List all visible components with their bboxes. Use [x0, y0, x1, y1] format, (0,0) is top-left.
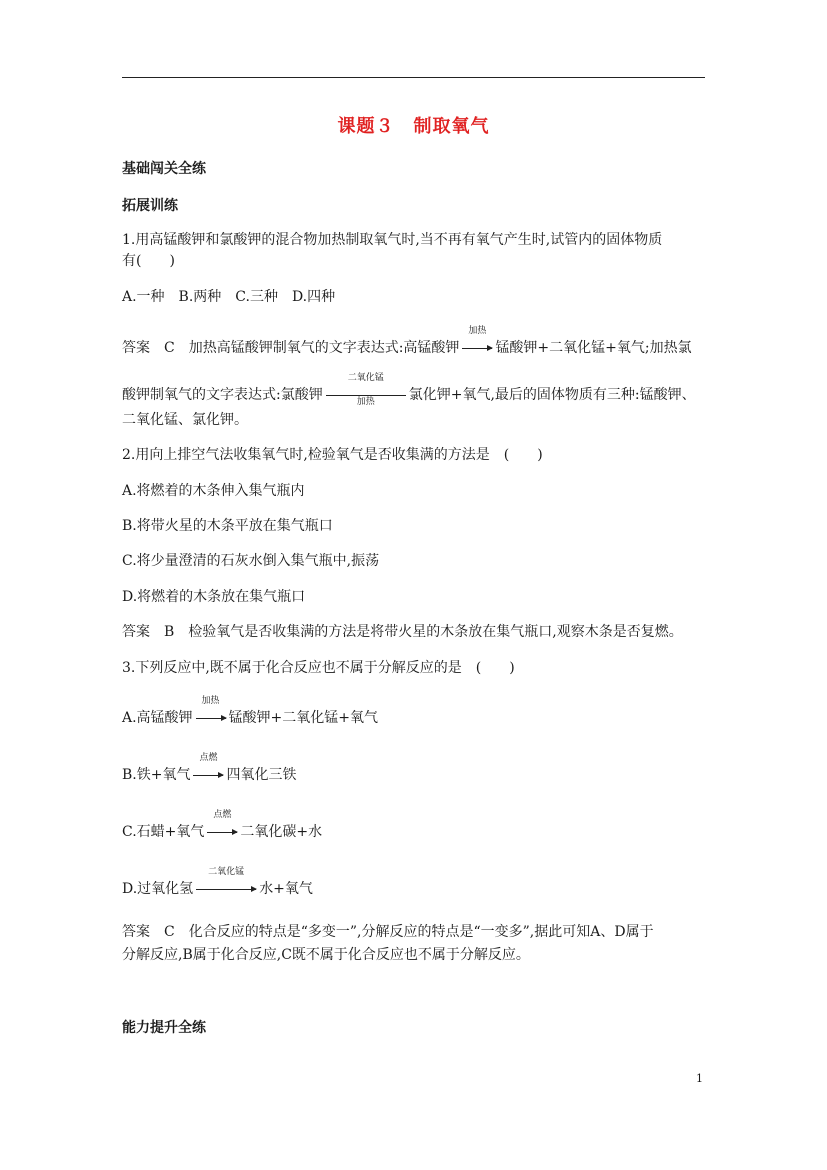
q1-stem-line1: 1.用高锰酸钾和氯酸钾的混合物加热制取氧气时,当不再有氧气产生时,试管内的固体物质	[122, 232, 663, 248]
q3-option-c	[122, 810, 323, 842]
answer-label: 答案	[122, 924, 150, 940]
reactant: C.石蜡+氧气	[122, 824, 205, 840]
q3-stem: 3.下列反应中,既不属于化合反应也不属于分解反应的是 ( )	[122, 660, 515, 676]
page-number: 1	[696, 1072, 703, 1085]
q2-option-a: A.将燃着的木条伸入集气瓶内	[122, 483, 305, 499]
q3-option-a	[122, 696, 379, 728]
q1-answer-line2	[122, 373, 696, 407]
q2-option-d: D.将燃着的木条放在集气瓶口	[122, 589, 306, 605]
q2-option-b: B.将带火星的木条平放在集气瓶口	[122, 518, 333, 534]
q2-option-c: C.将少量澄清的石灰水倒入集气瓶中,振荡	[122, 553, 380, 569]
q1-stem-line2: 有( )	[122, 253, 175, 269]
reaction-arrow	[193, 753, 223, 785]
q1-options: A.一种 B.两种 C.三种 D.四种	[122, 289, 336, 305]
reaction-arrow	[326, 373, 406, 407]
q2-explanation: 检验氧气是否收集满的方法是将带火星的木条放在集气瓶口,观察木条是否复燃。	[188, 624, 683, 640]
answer-letter: B	[164, 624, 175, 640]
q1-answer-line1	[122, 326, 692, 358]
product: 二氧化碳+水	[240, 824, 323, 840]
reaction-condition: 加热	[201, 696, 220, 706]
q2-stem: 2.用向上排空气法收集氧气时,检验氧气是否收集满的方法是 ( )	[122, 447, 543, 463]
reaction-arrow	[207, 810, 237, 842]
q1-explanation-part2: 锰酸钾+二氧化锰+氧气;加热氯	[495, 340, 692, 356]
q3-option-d	[122, 867, 313, 899]
q3-answer-line1	[122, 922, 654, 942]
reaction-arrow	[462, 326, 492, 358]
reaction-condition: 加热	[468, 326, 487, 336]
product: 四氧化三铁	[226, 767, 297, 783]
reaction-condition-top: 二氧化锰	[347, 373, 384, 383]
reactant: D.过氧化氢	[122, 881, 194, 897]
q1-explanation-part3: 酸钾制氧气的文字表达式:氯酸钾	[122, 387, 323, 403]
q3-option-b	[122, 753, 297, 785]
section-ability: 能力提升全练	[122, 1020, 206, 1036]
answer-letter: C	[164, 924, 175, 940]
section-expand: 拓展训练	[122, 198, 178, 214]
q1-explanation-part1: 加热高锰酸钾制氧气的文字表达式:高锰酸钾	[188, 340, 460, 356]
q3-answer-line2: 分解反应,B属于化合反应,C既不属于化合反应也不属于分解反应。	[122, 947, 530, 963]
q2-answer	[122, 622, 683, 642]
product: 水+氧气	[259, 881, 313, 897]
q3-explanation-part1: 化合反应的特点是“多变一”,分解反应的特点是“一变多”,据此可知A、D属于	[188, 924, 654, 940]
reaction-condition: 二氧化锰	[208, 867, 245, 877]
reactant: A.高锰酸钾	[122, 710, 193, 726]
reaction-condition: 点燃	[199, 753, 218, 763]
reaction-condition-bottom: 加热	[356, 397, 375, 407]
answer-label: 答案	[122, 340, 150, 356]
answer-letter: C	[164, 340, 175, 356]
reaction-arrow	[196, 867, 256, 899]
page-title: 课题３ 制取氧气	[337, 116, 490, 137]
section-basic: 基础闯关全练	[122, 161, 206, 177]
q1-explanation-part4: 氯化钾+氧气,最后的固体物质有三种:锰酸钾、	[408, 387, 696, 403]
q1-answer-line3: 二氧化锰、氯化钾。	[122, 412, 248, 428]
answer-label: 答案	[122, 624, 150, 640]
reactant: B.铁+氧气	[122, 767, 191, 783]
reaction-condition: 点燃	[213, 810, 232, 820]
product: 锰酸钾+二氧化锰+氧气	[228, 710, 379, 726]
reaction-arrow	[196, 696, 226, 728]
header-rule	[122, 77, 705, 78]
